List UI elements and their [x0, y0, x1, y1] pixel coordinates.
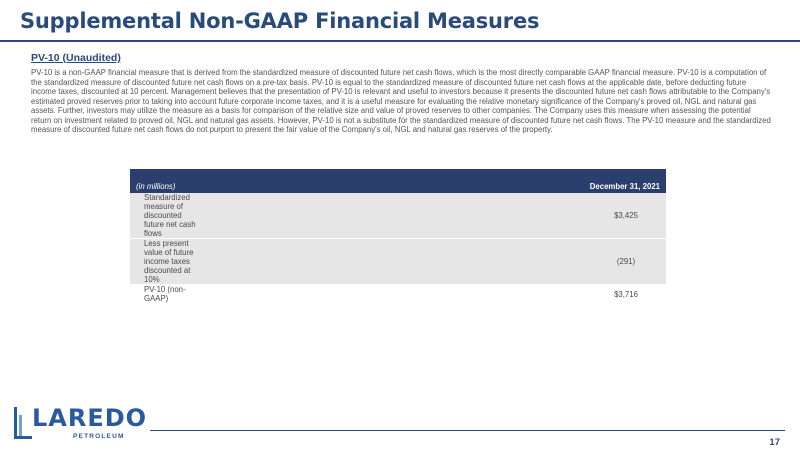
- page-number: 17: [769, 437, 780, 448]
- section-heading: PV-10 (Unaudited): [31, 52, 121, 64]
- logo-wordmark: LAREDO: [32, 404, 148, 432]
- row-label: PV-10 (non-GAAP): [130, 285, 206, 304]
- table-row: [130, 193, 666, 239]
- footer-divider: [150, 430, 785, 431]
- table-unit-label: (in millions): [136, 182, 176, 191]
- logo-subtitle: PETROLEUM: [73, 433, 125, 440]
- row-value: (291): [206, 239, 666, 285]
- table-header-row: [130, 169, 666, 193]
- table-row: [130, 285, 666, 304]
- title-divider: [0, 40, 800, 42]
- pv10-table: [130, 169, 666, 304]
- row-label: Less present value of future income taxes discounted at 10%: [130, 239, 206, 285]
- table-column-header: December 31, 2021: [589, 182, 660, 191]
- laredo-logo: [12, 403, 152, 443]
- row-value: $3,716: [206, 285, 666, 304]
- section-body-text: PV-10 is a non-GAAP financial measure that is derived from the standardized measure of discounted future net cash flows, which is the most directly comparable GAAP financial measure. PV-10 is a computation of the standardized measure of discounted future net cash flows on a pre-tax basis. PV-10 is equal to the standardized measure of discounted future net cash flows at the applicable date, before deducting future income taxes, discounted at 10 percent. Management believes that the presentation of PV-10 is relevant and useful to investors because it presents the discounted future net cash flows attributable to the Company's estimated proved reserves prior to taking into account future corporate income taxes, and it is a useful measure for evaluating the relative monetary significance of the Company's proved oil, NGL and natural gas assets. Further, investors may utilize the measure as a basis for comparison of the relative size and value of proved reserves to other companies. The Company uses this measure when assessing the potential return on investment related to proved oil, NGL and natural gas assets. However, PV-10 is not a substitute for the standardized measure of discounted future net cash flows. The PV-10 measure and the standardized measure of discounted future net cash flows do not purport to present the fair value of the Company's oil, NGL and natural gas reserves of the property.: [31, 68, 771, 134]
- page-title: Supplemental Non-GAAP Financial Measures: [20, 9, 540, 33]
- row-label: Standardized measure of discounted future net cash flows: [130, 193, 206, 239]
- table-row: [130, 239, 666, 285]
- row-value: $3,425: [206, 193, 666, 239]
